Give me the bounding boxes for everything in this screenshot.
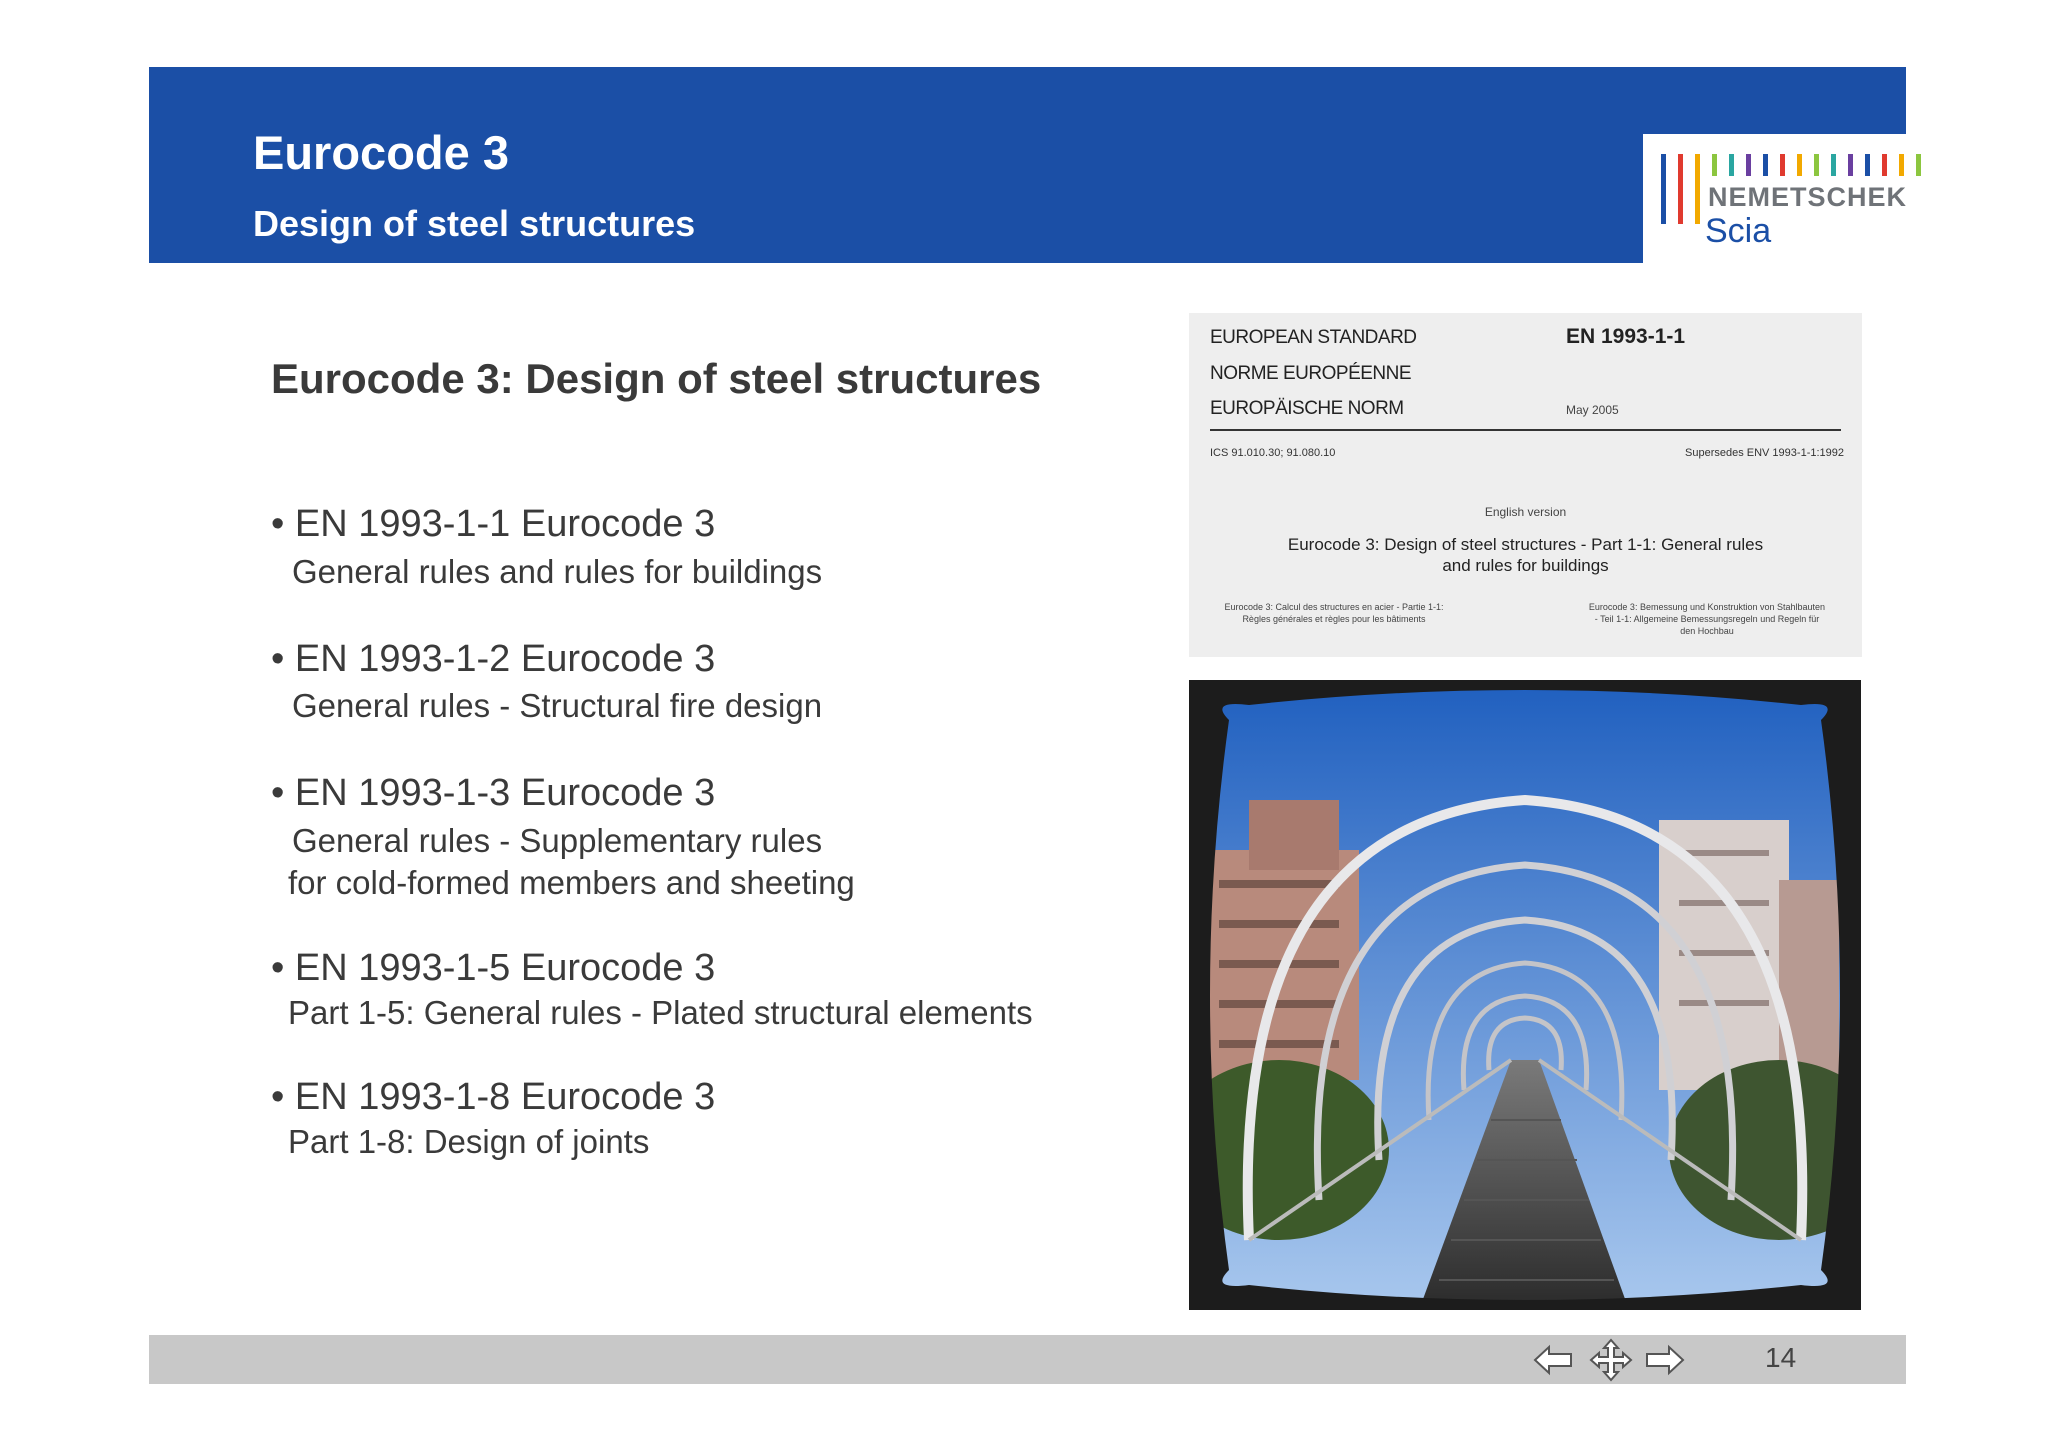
logo-bar <box>1848 154 1853 176</box>
doc-french-line-2: Règles générales et règles pour les bâtiments <box>1242 614 1426 624</box>
doc-german-title <box>1572 601 1842 637</box>
doc-version: English version <box>1484 505 1567 519</box>
logo-bar <box>1882 154 1887 176</box>
doc-line-1: EUROPEAN STANDARD <box>1210 327 1417 348</box>
arrow-right-icon[interactable] <box>1645 1343 1685 1377</box>
doc-line-3: EUROPÄISCHE NORM <box>1210 398 1404 419</box>
logo-bar <box>1916 154 1921 176</box>
standard-cover-image <box>1189 313 1862 657</box>
doc-number: EN 1993-1-1 <box>1566 325 1686 348</box>
item-desc-1: General rules and rules for buildings <box>292 553 823 590</box>
logo-bar <box>1865 154 1870 176</box>
doc-title-line-1: Eurocode 3: Design of steel structures - Part 1-1: General rules <box>1287 535 1764 554</box>
arrow-left-icon[interactable] <box>1533 1343 1573 1377</box>
item-desc-3b: for cold-formed members and sheeting <box>288 864 855 901</box>
logo-bar <box>1814 154 1819 176</box>
doc-date: May 2005 <box>1566 403 1619 417</box>
logo-bar <box>1797 154 1802 176</box>
doc-divider <box>1210 429 1841 431</box>
logo-bar <box>1899 154 1904 176</box>
doc-french-title <box>1209 601 1459 625</box>
move-icon[interactable] <box>1589 1338 1633 1382</box>
item-desc-2: General rules - Structural fire design <box>292 687 823 724</box>
slide-header <box>149 67 1906 263</box>
item-desc-3a: General rules - Supplementary rules <box>292 822 823 859</box>
doc-ics: ICS 91.010.30; 91.080.10 <box>1210 447 1336 459</box>
logo-bar <box>1695 154 1700 224</box>
doc-french-line-1: Eurocode 3: Calcul des structures en acier - Partie 1-1: <box>1224 602 1444 612</box>
doc-german-line-3: den Hochbau <box>1680 626 1734 636</box>
item-title-4: • EN 1993-1-5 Eurocode 3 <box>271 947 716 989</box>
logo-bar <box>1712 154 1717 176</box>
item-title-1: • EN 1993-1-1 Eurocode 3 <box>271 503 716 545</box>
slide-footer <box>149 1335 1906 1384</box>
logo-bar <box>1661 154 1666 224</box>
doc-line-2: NORME EUROPÉENNE <box>1210 363 1412 384</box>
logo-bar <box>1729 154 1734 176</box>
item-title-3: • EN 1993-1-3 Eurocode 3 <box>271 772 716 814</box>
logo-brand-text: NEMETSCHEK <box>1708 182 1908 212</box>
page-number: 14 <box>1765 1342 1797 1373</box>
logo-bar <box>1763 154 1768 176</box>
item-desc-5: Part 1-8: Design of joints <box>288 1123 650 1160</box>
doc-title-line-2: and rules for buildings <box>1442 556 1609 575</box>
content-heading: Eurocode 3: Design of steel structures <box>271 355 1042 402</box>
logo-product-text: Scia <box>1705 212 1772 250</box>
doc-supersedes: Supersedes ENV 1993-1-1:1992 <box>1685 447 1844 459</box>
logo-bar <box>1780 154 1785 176</box>
doc-german-line-1: Eurocode 3: Bemessung und Konstruktion von Stahlbauten <box>1588 602 1826 612</box>
logo-bar <box>1831 154 1836 176</box>
item-title-2: • EN 1993-1-2 Eurocode 3 <box>271 638 716 680</box>
doc-german-line-2: - Teil 1-1: Allgemeine Bemessungsregeln und Regeln für <box>1594 614 1820 624</box>
nemetschek-scia-logo <box>1643 134 1945 263</box>
slide-title: Eurocode 3 <box>253 126 509 179</box>
item-desc-4: Part 1-5: General rules - Plated structural elements <box>288 994 1033 1031</box>
item-title-5: • EN 1993-1-8 Eurocode 3 <box>271 1076 716 1118</box>
logo-bar <box>1746 154 1751 176</box>
logo-bar <box>1678 154 1683 224</box>
steel-bridge-photo <box>1189 680 1861 1310</box>
slide-subtitle: Design of steel structures <box>253 203 696 244</box>
